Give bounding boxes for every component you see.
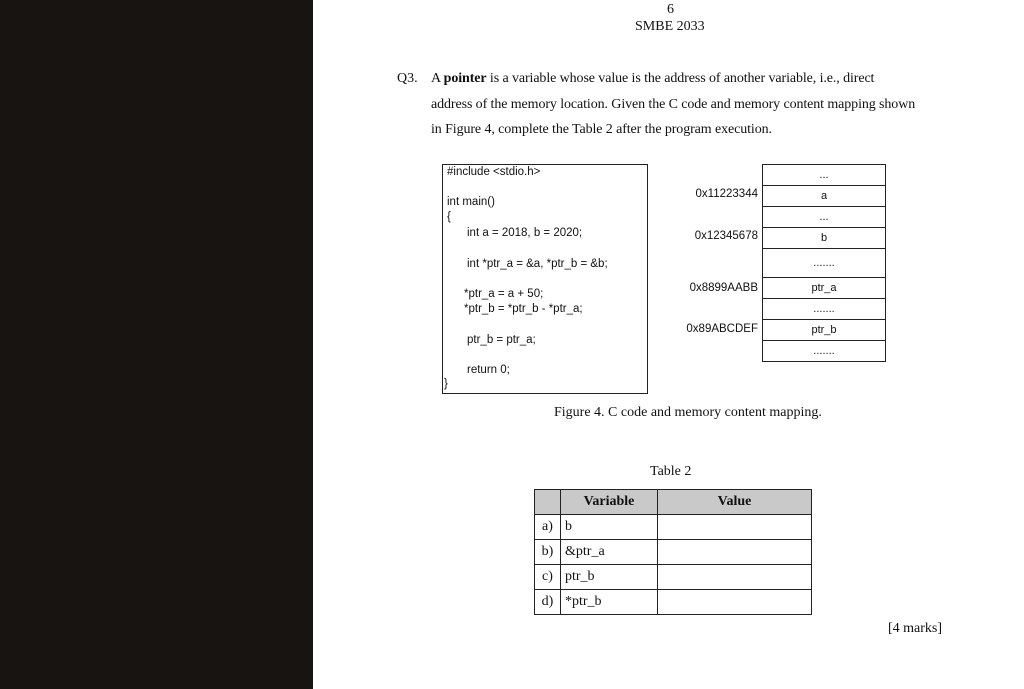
- code-line: int a = 2018, b = 2020;: [467, 227, 583, 239]
- question-bold-term: pointer: [443, 71, 487, 86]
- table-title: Table 2: [650, 464, 692, 479]
- row-label: c): [535, 565, 561, 590]
- memory-cell: b: [762, 227, 886, 249]
- table-row: [535, 565, 812, 590]
- row-value[interactable]: [658, 540, 812, 565]
- code-line: }: [444, 378, 448, 390]
- table-header-row: [535, 490, 812, 515]
- memory-address: 0x11223344: [695, 188, 758, 200]
- code-line: *ptr_b = *ptr_b - *ptr_a;: [464, 303, 583, 315]
- memory-cell: .......: [762, 340, 886, 362]
- course-code: SMBE 2033: [635, 19, 705, 34]
- row-variable: b: [561, 515, 658, 540]
- table-header-value: Value: [658, 490, 812, 515]
- row-value[interactable]: [658, 565, 812, 590]
- memory-cell: .......: [762, 298, 886, 320]
- row-variable: &ptr_a: [561, 540, 658, 565]
- memory-cell: ...: [762, 206, 886, 228]
- memory-cell: ptr_a: [762, 277, 886, 299]
- row-value[interactable]: [658, 515, 812, 540]
- memory-cell: ...: [762, 164, 886, 186]
- table-row: [535, 515, 812, 540]
- table-2: [534, 489, 812, 615]
- code-line: {: [447, 211, 451, 223]
- viewer-left-panel: [0, 0, 313, 689]
- row-label: b): [535, 540, 561, 565]
- memory-cell: ptr_b: [762, 319, 886, 341]
- row-variable: *ptr_b: [561, 590, 658, 615]
- row-label: d): [535, 590, 561, 615]
- code-line: #include <stdio.h>: [447, 166, 541, 178]
- question-text-line-2: address of the memory location. Given the C code and memory content mapping shown: [431, 97, 916, 112]
- page-number: 6: [667, 2, 674, 17]
- figure-caption: Figure 4. C code and memory content mapping.: [554, 405, 822, 420]
- memory-address: 0x89ABCDEF: [686, 323, 758, 335]
- code-line: int main(): [447, 196, 495, 208]
- question-number: Q3.: [397, 71, 418, 86]
- question-text-line-1: A pointer is a variable whose value is the address of another variable, i.e., direct: [431, 71, 875, 86]
- memory-cell: .......: [762, 248, 886, 278]
- table-row: [535, 540, 812, 565]
- code-line: *ptr_a = a + 50;: [464, 288, 544, 300]
- row-value[interactable]: [658, 590, 812, 615]
- code-line: return 0;: [467, 364, 510, 376]
- code-line: int *ptr_a = &a, *ptr_b = &b;: [467, 258, 608, 270]
- question-line-1-rest: is a variable whose value is the address of another variable, i.e., direct: [486, 71, 875, 86]
- memory-address: 0x12345678: [694, 230, 758, 242]
- marks-label: [4 marks]: [888, 621, 943, 636]
- memory-address: 0x8899AABB: [689, 282, 758, 294]
- row-variable: ptr_b: [561, 565, 658, 590]
- table-row: [535, 590, 812, 615]
- question-text-line-3: in Figure 4, complete the Table 2 after the program execution.: [431, 122, 772, 137]
- memory-cell: a: [762, 185, 886, 207]
- code-line: ptr_b = ptr_a;: [467, 334, 536, 346]
- table-header-cell: [535, 490, 561, 515]
- row-label: a): [535, 515, 561, 540]
- code-box: [442, 164, 648, 394]
- table-header-variable: Variable: [561, 490, 658, 515]
- document-page: [313, 0, 1024, 689]
